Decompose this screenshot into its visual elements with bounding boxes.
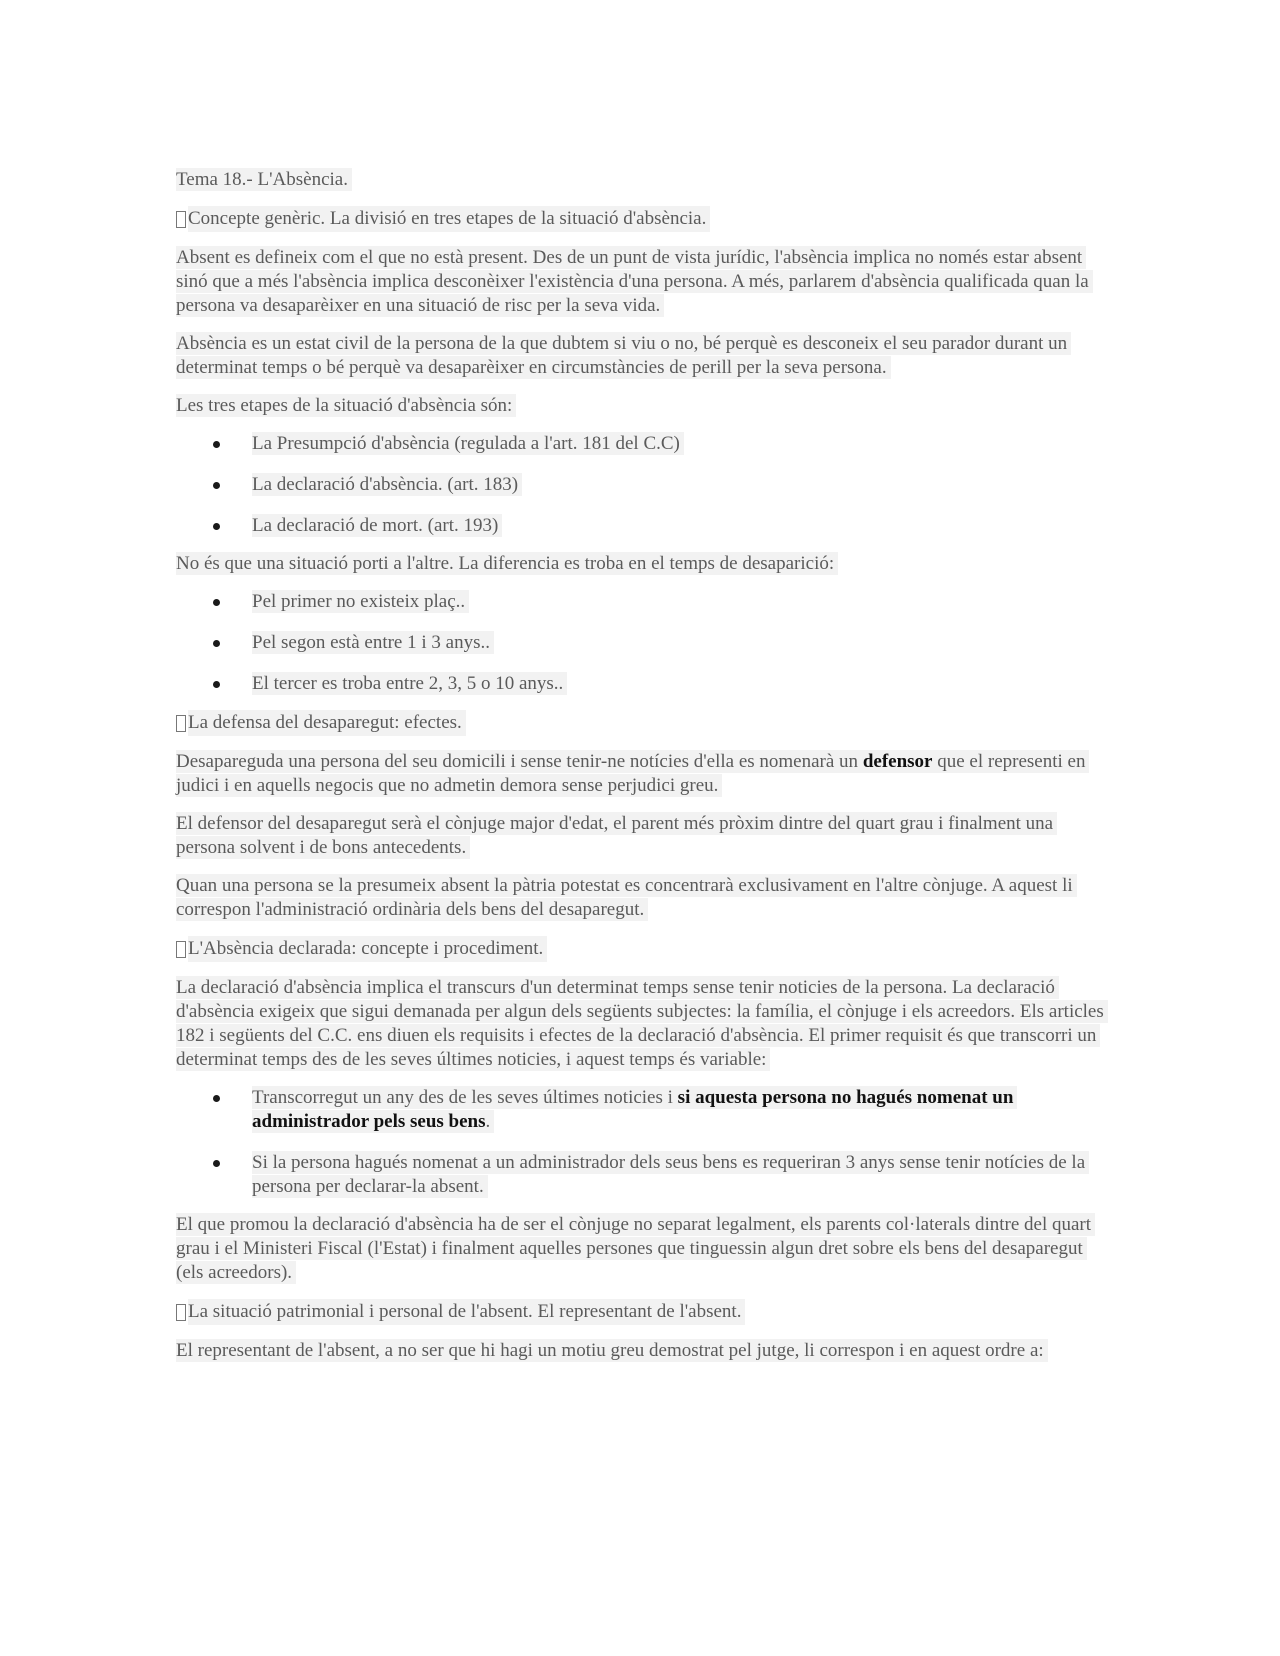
section-heading-concepte xyxy=(176,206,1106,232)
list-item: Transcorregut un any des de les seves últimes noticies i si aquesta persona no hagués nomenat un administrador pels seus bens. xyxy=(176,1086,1106,1134)
list-item: La Presumpció d'absència (regulada a l'art. 181 del C.C) xyxy=(176,432,1106,456)
bullet-icon xyxy=(213,1095,220,1102)
document-title: Tema 18.- L'Absència. xyxy=(176,168,1106,192)
bullet-icon xyxy=(213,523,220,530)
paragraph: No és que una situació porti a l'altre. La diferencia es troba en el temps de desaparició: xyxy=(176,552,1106,576)
missing-glyph-icon xyxy=(176,1304,186,1321)
bullet-icon xyxy=(213,482,220,489)
section-heading-absencia-declarada xyxy=(176,936,1106,962)
paragraph: Absència es un estat civil de la persona de la que dubtem si viu o no, bé perquè es desconeix el seu parador durant un determinat temps o bé perquè va desaparèixer en circumstàncies de perill per la seva persona. xyxy=(176,332,1106,380)
bullet-icon xyxy=(213,441,220,448)
paragraph: El representant de l'absent, a no ser que hi hagi un motiu greu demostrat pel jutge, li correspon i en aquest ordre a: xyxy=(176,1339,1106,1363)
temps-list xyxy=(176,590,1106,696)
paragraph: La declaració d'absència implica el transcurs d'un determinat temps sense tenir noticies de la persona. La declaració d'absència exigeix que sigui demanada per algun dels següents subjectes: la família, el cònjuge i els acreedors. Els articles 182 i següents del C.C. ens diuen els requisits i efectes de la declaració d'absència. El primer requisit és que transcorri un determinat temps des de les seves últimes noticies, i aquest temps és variable: xyxy=(176,976,1106,1072)
list-item: La declaració d'absència. (art. 183) xyxy=(176,473,1106,497)
document-body xyxy=(176,168,1106,1377)
section-heading-text: L'Absència declarada: concepte i procediment. xyxy=(188,936,547,962)
section-heading-situacio-patrimonial xyxy=(176,1299,1106,1325)
list-item: Si la persona hagués nomenat a un administrador dels seus bens es requeriran 3 anys sense tenir notícies de la persona per declarar-la absent. xyxy=(176,1151,1106,1199)
missing-glyph-icon xyxy=(176,941,186,958)
paragraph: Quan una persona se la presumeix absent la pàtria potestat es concentrarà exclusivament en l'altre cònjuge. A aquest li correspon l'administració ordinària dels bens del desaparegut. xyxy=(176,874,1106,922)
bullet-icon xyxy=(213,640,220,647)
missing-glyph-icon xyxy=(176,211,186,228)
section-heading-defensa xyxy=(176,710,1106,736)
missing-glyph-icon xyxy=(176,715,186,732)
bullet-icon xyxy=(213,599,220,606)
bold-term: si aquesta persona no hagués nomenat un administrador pels seus bens xyxy=(252,1087,1014,1132)
bullet-icon xyxy=(213,1160,220,1167)
list-item: Pel segon està entre 1 i 3 anys.. xyxy=(176,631,1106,655)
paragraph: Les tres etapes de la situació d'absència són: xyxy=(176,394,1106,418)
section-heading-text: La defensa del desaparegut: efectes. xyxy=(188,710,466,736)
paragraph: Absent es defineix com el que no està present. Des de un punt de vista jurídic, l'absència implica no només estar absent sinó que a més l'absència implica desconèixer l'existència d'una persona. A més, parlarem d'absència qualificada quan la persona va desaparèixer en una situació de risc per la seva vida. xyxy=(176,246,1106,318)
section-heading-text: La situació patrimonial i personal de l'absent. El representant de l'absent. xyxy=(188,1299,745,1325)
bullet-icon xyxy=(213,681,220,688)
etapes-list xyxy=(176,432,1106,538)
list-item: El tercer es troba entre 2, 3, 5 o 10 anys.. xyxy=(176,672,1106,696)
paragraph: Desapareguda una persona del seu domicili i sense tenir-ne notícies d'ella es nomenarà un defensor que el representi en judici i en aquells negocis que no admetin demora sense perjudici greu. xyxy=(176,750,1106,798)
paragraph: El defensor del desaparegut serà el cònjuge major d'edat, el parent més pròxim dintre del quart grau i finalment una persona solvent i de bons antecedents. xyxy=(176,812,1106,860)
section-heading-text: Concepte genèric. La divisió en tres etapes de la situació d'absència. xyxy=(188,206,710,232)
paragraph: El que promou la declaració d'absència ha de ser el cònjuge no separat legalment, els parents col·laterals dintre del quart grau i el Ministeri Fiscal (l'Estat) i finalment aquelles persones que tinguessin algun dret sobre els bens del desaparegut (els acreedors). xyxy=(176,1213,1106,1285)
bold-term: defensor xyxy=(862,751,933,772)
list-item: Pel primer no existeix plaç.. xyxy=(176,590,1106,614)
list-item: La declaració de mort. (art. 193) xyxy=(176,514,1106,538)
requisits-list xyxy=(176,1086,1106,1199)
